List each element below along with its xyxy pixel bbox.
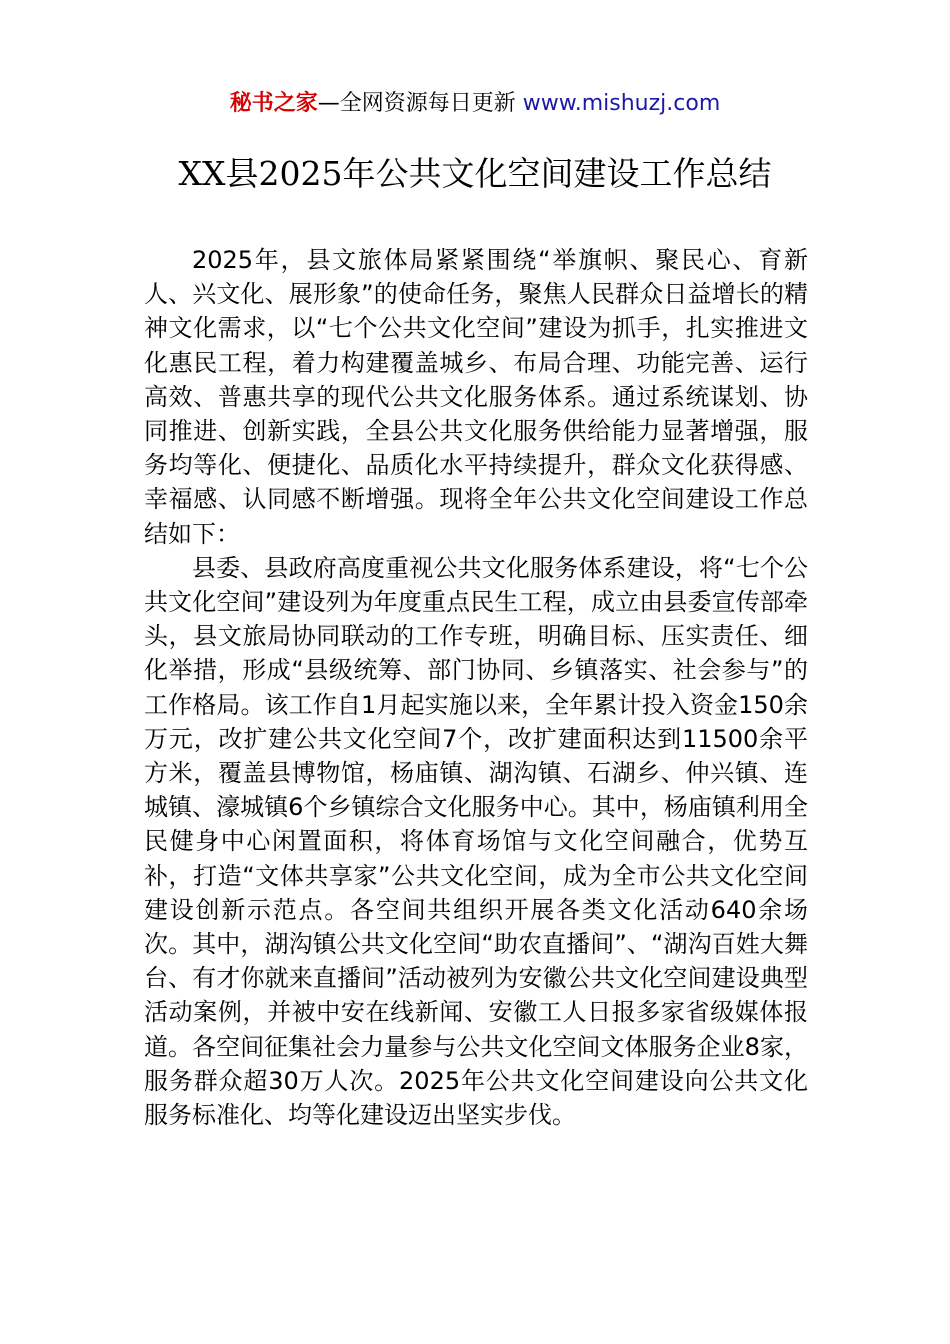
site-url-link[interactable]: www.mishuzj.com xyxy=(522,91,721,116)
site-tagline: —全网资源每日更新 xyxy=(317,91,516,116)
document-title: XX县2025年公共文化空间建设工作总结 xyxy=(178,154,772,193)
document-body xyxy=(144,243,808,1132)
paragraph-work-summary: 县委、县政府高度重视公共文化服务体系建设，将“七个公共文化空间”建设列为年度重点民生工程，成立由县委宣传部牵头，县文旅局协同联动的工作专班，明确目标、压实责任、细化举措，形成“县级统筹、部门协同、乡镇落实、社会参与”的工作格局。该工作自1月起实施以来，全年累计投入资金150余万元，改扩建公共文化空间7个，改扩建面积达到11500余平方米，覆盖县博物馆，杨庙镇、湖沟镇、石湖乡、仲兴镇、连城镇、濠城镇6个乡镇综合文化服务中心。其中，杨庙镇利用全民健身中心闲置面积，将体育场馆与文化空间融合，优势互补，打造“文体共享家”公共文化空间，成为全市公共文化空间建设创新示范点。各空间共组织开展各类文化活动640余场次。其中，湖沟镇公共文化空间“助农直播间”、“湖沟百姓大舞台、有才你就来直播间”活动被列为安徽公共文化空间建设典型活动案例，并被中安在线新闻、安徽工人日报多家省级媒体报道。各空间征集社会力量参与公共文化空间文体服务企业8家，服务群众超30万人次。2025年公共文化空间建设向公共文化服务标准化、均等化建设迈出坚实步伐。 xyxy=(144,553,808,1130)
site-header xyxy=(0,88,950,120)
site-brand: 秘书之家 xyxy=(229,91,318,116)
paragraph-intro: 2025年，县文旅体局紧紧围绕“举旗帜、聚民心、育新人、兴文化、展形象”的使命任务，聚焦人民群众日益增长的精神文化需求，以“七个公共文化空间”建设为抓手，扎实推进文化惠民工程，着力构建覆盖城乡、布局合理、功能完善、运行高效、普惠共享的现代公共文化服务体系。通过系统谋划、协同推进、创新实践，全县公共文化服务供给能力显著增强，服务均等化、便捷化、品质化水平持续提升，群众文化获得感、幸福感、认同感不断增强。现将全年公共文化空间建设工作总结如下： xyxy=(144,246,808,548)
